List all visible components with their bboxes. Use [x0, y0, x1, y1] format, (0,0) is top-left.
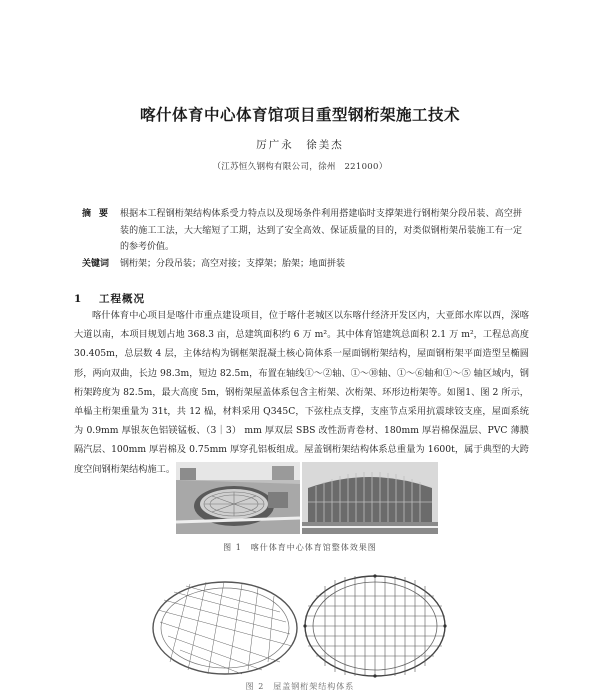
author-affiliation: （江苏恒久钢构有限公司，徐州 221000） [212, 162, 388, 172]
keywords-label: 关键词 [82, 259, 110, 269]
figure1-photo-aerial [176, 462, 300, 534]
section-number: 1 [74, 293, 83, 305]
section-title: 工程概况 [98, 293, 145, 305]
figure1-photo-facade [302, 462, 438, 534]
figure2-caption: 图 2 屋盖钢桁架结构体系 [245, 682, 355, 691]
abstract-text: 根据本工程钢桁架结构体系受力特点以及现场条件利用搭建临时支撑架进行钢桁架分段吊装、高空拼装的施工工法，大大缩短了工期，达到了安全高效、保证质量的目的，对类似钢桁架吊装施工有一定的参考价值。 [120, 209, 522, 252]
keywords-block [82, 256, 522, 273]
section-heading [74, 291, 145, 306]
abstract-block [82, 206, 522, 256]
body-paragraph: 喀什体育中心项目是喀什市重点建设项目，位于喀什老城区以东喀什经济开发区内，大亚郎水库以西，深喀大道以南，本项目规划占地 368.3 亩，总建筑面积约 6 万 m²。其中体育馆建筑总面积 2.1 万 m²，工程总高度 30.405m，总层数 4 层，主体结构为钢框架混凝土核心筒体系一屋面钢桁架结构，屋面钢桁架平面造型呈椭圆形，两向双曲，长边 98.3m，短边 82.5m，布置在轴线①～②轴、①～⑩轴、①～⑥轴和①～⑤ 轴区域内，钢桁架跨度为 82.5m，最大高度 5m，钢桁架屋盖体系包含主桁架、次桁架、环形边桁架等。如图1、图 2 所示，单榀主桁架重量为 31t，共 12 榀，材料采用 Q345C，下弦柱点支撑，支座节点采用抗震球铰支座，屋面系统为 0.9mm 厚银灰色铝镁锰板、（3｜3） mm 厚双层 SBS 改性沥青卷材、180mm 厚岩棉保温层、PVC 薄膜隔汽层、100mm 厚岩棉及 0.75mm 厚穿孔铝板组成。屋盖钢桁架结构体系总重量为 1600t，属于典型的大跨度空间钢桁架结构施工。 [74, 310, 529, 475]
keywords-text: 钢桁架；分段吊装；高空对接；支撑架；胎架；地面拼装 [120, 259, 346, 269]
figure2-truss-plan [300, 570, 450, 682]
figure2-truss-perspective [150, 570, 300, 682]
abstract-label: 摘要 [82, 209, 117, 219]
paper-title: 喀什体育中心体育馆项目重型钢桁架施工技术 [139, 105, 460, 124]
section-body [74, 306, 529, 479]
paper-authors: 厉广永 徐美杰 [256, 139, 344, 151]
figure1-caption: 图 1 喀什体育中心体育馆整体效果图 [223, 543, 377, 552]
